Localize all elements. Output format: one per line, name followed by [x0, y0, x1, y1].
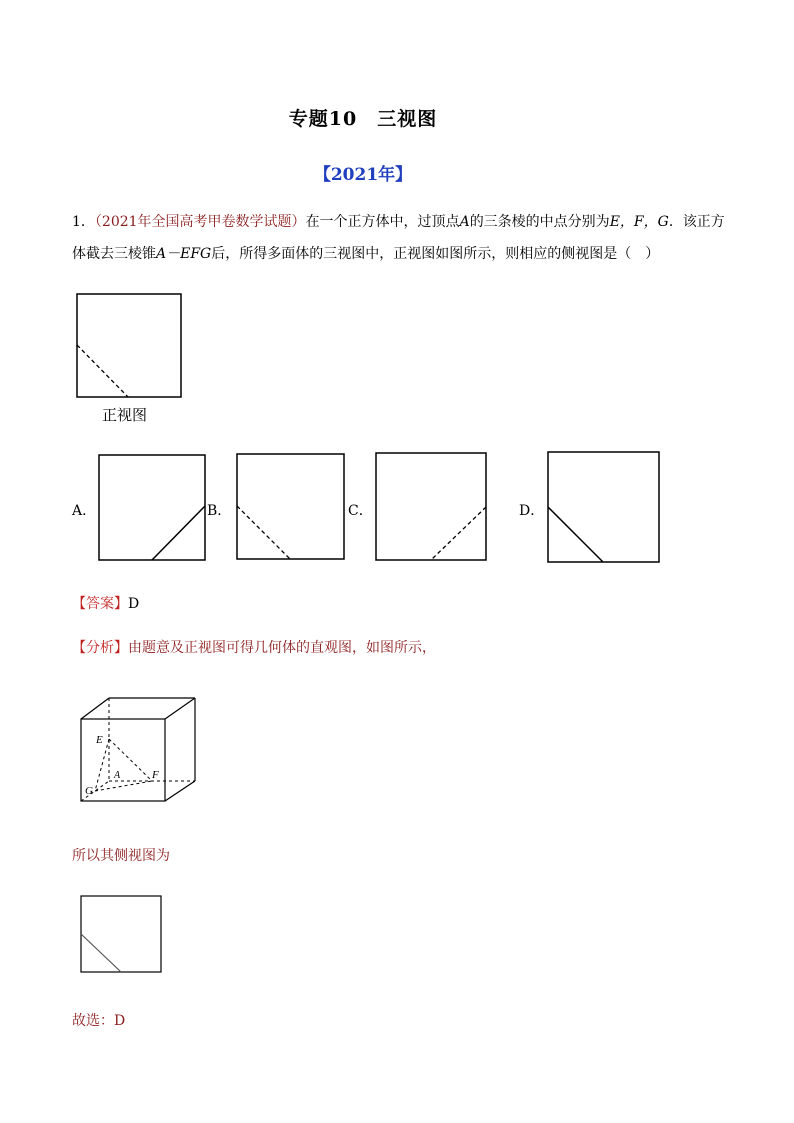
question-text-2b: 后，所得多面体的三视图中，正视图如图所示，则相应的侧视图是（ ） [211, 246, 660, 262]
front-view-diagram [76, 293, 184, 399]
edge-eg [95, 739, 109, 791]
side-view-diagram [80, 895, 164, 975]
question-text-2a: 体截去三棱锥 [72, 246, 156, 262]
question-line-2 [72, 244, 659, 264]
option-b-diagram [236, 453, 346, 561]
option-a-label: A． [72, 503, 97, 519]
analysis-line [72, 637, 436, 657]
question-text-1a: 在一个正方体中，过顶点 [305, 214, 460, 230]
front-view-dashed-edge [77, 345, 128, 397]
cube-label-a: A [114, 770, 121, 781]
option-a-solid-edge [152, 506, 205, 560]
question-source: （2021年全国高考甲卷数学试题） [94, 214, 306, 230]
option-d-label: D． [519, 503, 545, 519]
side-view-intro: 所以其侧视图为 [72, 848, 170, 864]
side-view-solid-edge [81, 934, 121, 972]
option-d-solid-edge [548, 507, 603, 562]
page-title: 专题10 三视图 [288, 108, 438, 130]
points-efg-label: E，F，G [609, 214, 669, 230]
question-text-1c: ．该正方 [668, 214, 725, 230]
answer-tag: 【答案】 [72, 596, 128, 612]
answer-line [72, 593, 139, 613]
edge-gf [95, 781, 152, 791]
cube-label-e: E [96, 734, 103, 746]
analysis-text: 由题意及正视图可得几何体的直观图，如图所示， [128, 640, 436, 656]
question-text-1b: 的三条棱的中点分别为 [469, 214, 610, 230]
cube-label-g: G [85, 785, 93, 797]
front-view-caption: 正视图 [102, 406, 148, 424]
conclusion-text: 故选：D [72, 1013, 126, 1029]
option-c-diagram [375, 452, 488, 562]
point-a-label: A [459, 214, 470, 230]
question-line-1 [72, 212, 725, 232]
option-b-dashed-edge [237, 506, 290, 559]
option-d-diagram [547, 451, 661, 564]
option-c-label: C． [348, 503, 373, 519]
option-b-label: B． [207, 503, 232, 519]
pyramid-label: A－EFG [156, 246, 212, 262]
answer-value: D [128, 596, 140, 612]
cube-front-face [81, 719, 165, 801]
cube-diagram [76, 692, 206, 812]
front-view-square [77, 294, 181, 397]
side-view-square [81, 896, 161, 972]
option-c-dashed-edge [431, 507, 486, 560]
analysis-tag: 【分析】 [72, 640, 128, 656]
option-a-diagram [98, 454, 208, 562]
cube-label-f: F [152, 769, 159, 781]
section-year-heading: 【2021年】 [313, 165, 413, 185]
question-number: 1． [72, 214, 95, 230]
